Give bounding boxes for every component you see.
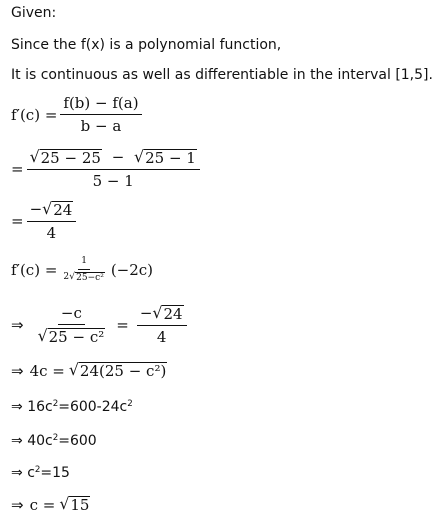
eq4-denominator: 2 √ 25−c² <box>63 271 104 283</box>
implies-arrow-icon: ⇒ <box>11 316 24 335</box>
radical-icon: √ <box>69 271 76 282</box>
eq3-root: √ 24 <box>42 199 73 219</box>
eq4-fraction <box>60 256 107 283</box>
radical-icon: √ <box>134 147 145 166</box>
eq5-right-fraction <box>137 304 187 346</box>
eq5-right-denominator: 4 <box>156 328 167 347</box>
implies-arrow-icon: ⇒ <box>11 433 23 449</box>
equation-result: ⇒ c = √ 15 <box>11 494 90 515</box>
eq2-lhs: = <box>11 160 24 179</box>
radical-icon: √ <box>59 494 70 513</box>
equation-mvt-formula <box>11 94 145 135</box>
eq4-root: √ 25−c² <box>69 271 104 283</box>
eq5-right-numerator: − √ 24 <box>137 304 187 326</box>
equation-squared: ⇒ $16c^2=600-24c^2$ <box>11 399 133 415</box>
eq1-lhs: f′(c) = <box>11 105 58 124</box>
eq5-left-fraction <box>35 304 109 346</box>
eq2-root-a: √ 25 − 25 <box>29 147 101 167</box>
implies-arrow-icon: ⇒ <box>11 399 23 415</box>
equation-equate: ⇒ −c √ 25 − c² = − √ 24 4 <box>11 304 190 346</box>
equation-substitution <box>11 148 203 190</box>
eq5-left-root: √ 25 − c² <box>37 326 105 346</box>
eq2-denominator: 5 − 1 <box>92 172 134 191</box>
eq4-numerator: 1 <box>78 256 90 270</box>
eq2-root-b: √ 25 − 1 <box>134 147 196 167</box>
eq6-root: √ 24(25 − c²) <box>68 360 167 380</box>
eq1-numerator: f(b) − f(a) <box>60 94 141 115</box>
implies-arrow-icon: ⇒ <box>11 465 23 481</box>
eq4-lhs: f′(c) = <box>11 260 58 279</box>
statement-continuous: It is continuous as well as differentiable in the interval [1,5]. <box>11 67 433 83</box>
eq5-left-numerator: −c <box>58 304 85 325</box>
radical-icon: √ <box>42 199 53 218</box>
eq3-denominator: 4 <box>46 224 57 243</box>
eq1-fraction <box>60 94 141 135</box>
eq1-denominator: b − a <box>80 117 122 135</box>
eq3-lhs: = <box>11 212 24 231</box>
equation-combine: ⇒ $40c^2=600$ <box>11 433 97 449</box>
eq5-left-denominator <box>35 325 109 346</box>
eq2-fraction <box>27 148 200 190</box>
radical-icon: √ <box>152 303 163 322</box>
eq5-right-root: √ 24 <box>152 303 183 323</box>
eq3-fraction <box>27 200 77 242</box>
radical-icon: √ <box>29 147 40 166</box>
eq10-root: √ 15 <box>59 494 90 514</box>
equation-c-squared: ⇒ $c^2=15$ <box>11 465 70 481</box>
equation-cross-multiply: ⇒ 4c = √ 24(25 − c²) <box>11 360 167 381</box>
eq3-numerator: − √ 24 <box>27 200 77 222</box>
radical-icon: √ <box>68 360 79 379</box>
implies-arrow-icon: ⇒ <box>11 362 24 381</box>
statement-polynomial: Since the f(x) is a polynomial function, <box>11 37 282 53</box>
radical-icon: √ <box>37 326 48 345</box>
equation-derivative <box>11 256 153 283</box>
equation-simplified <box>11 200 79 242</box>
eq4-tail: (−2c) <box>110 260 154 279</box>
eq2-numerator: √ 25 − 25 − √ 25 − 1 <box>27 148 200 170</box>
heading-given: Given: <box>11 5 57 21</box>
implies-arrow-icon: ⇒ <box>11 496 24 515</box>
